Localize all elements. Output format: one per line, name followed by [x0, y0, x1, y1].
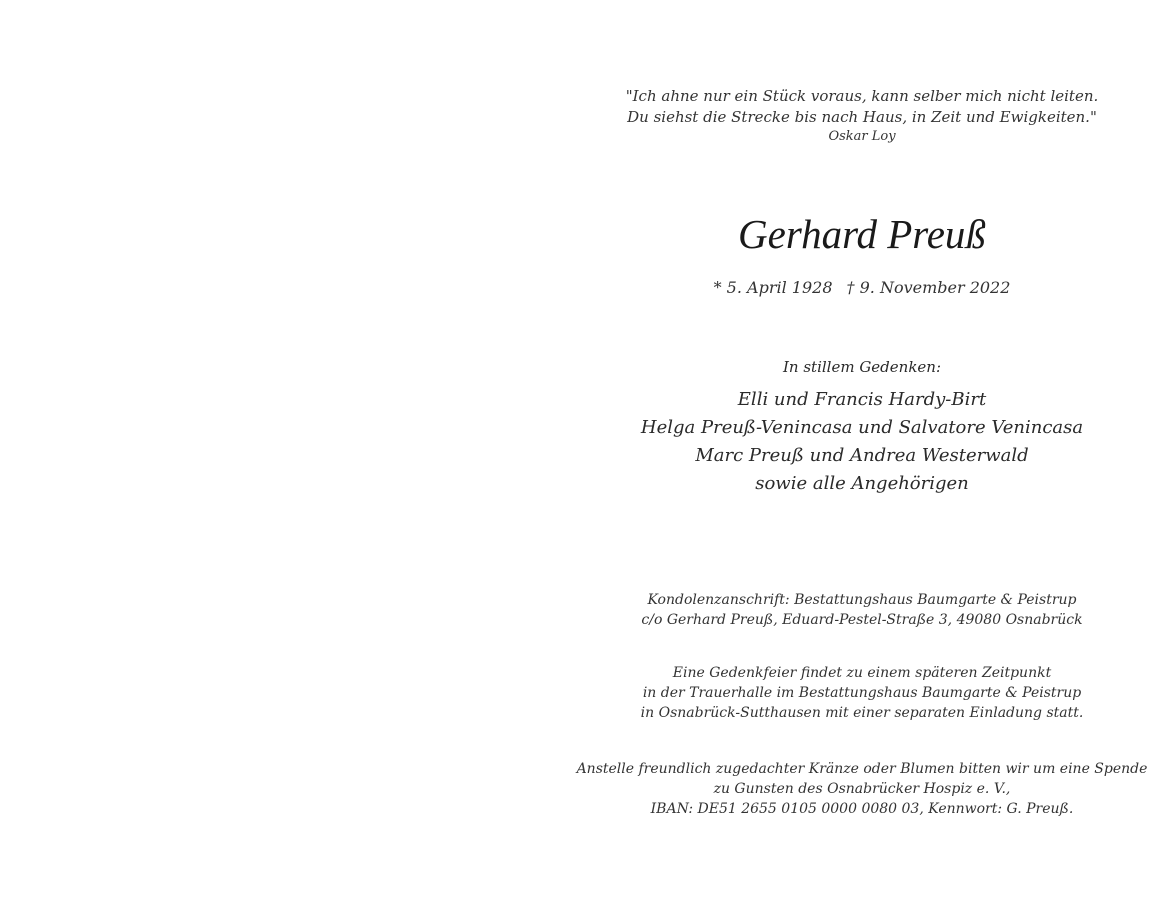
quote-author: Oskar Loy	[828, 129, 896, 144]
deceased-name: Gerhard Preuß	[738, 211, 986, 257]
mourner-line: Marc Preuß und Andrea Westerwald	[695, 445, 1029, 466]
condolence-address	[582, 590, 1142, 630]
ceremony-line: in Osnabrück-Sutthausen mit einer separaten Einladung statt.	[640, 705, 1084, 721]
mourner-line: Helga Preuß-Venincasa und Salvatore Venincasa	[640, 417, 1084, 438]
death-date: † 9. November 2022	[846, 278, 1011, 297]
mourner-line: sowie alle Angehörigen	[755, 473, 969, 494]
birth-date: * 5. April 1928	[713, 278, 833, 297]
donation-line: Anstelle freundlich zugedachter Kränze oder Blumen bitten wir um eine Spende	[576, 761, 1148, 777]
mourners-block	[582, 356, 1142, 498]
mourners-intro: In stillem Gedenken:	[782, 358, 942, 376]
donation-line: zu Gunsten des Osnabrücker Hospiz e. V.,	[713, 781, 1011, 797]
ceremony-line: in der Trauerhalle im Bestattungshaus Baumgarte & Peistrup	[642, 685, 1082, 701]
condolence-line: Kondolenzanschrift: Bestattungshaus Baumgarte & Peistrup	[647, 592, 1077, 608]
donation-line: IBAN: DE51 2655 0105 0000 0080 03, Kennwort: G. Preuß.	[650, 801, 1074, 817]
quote-block	[582, 86, 1142, 145]
quote-line: Du siehst die Strecke bis nach Haus, in Zeit und Ewigkeiten."	[627, 108, 1097, 126]
ceremony-notice	[582, 663, 1142, 723]
ceremony-line: Eine Gedenkfeier findet zu einem späteren Zeitpunkt	[672, 665, 1052, 681]
life-dates	[582, 277, 1142, 299]
condolence-line: c/o Gerhard Preuß, Eduard-Pestel-Straße 3, 49080 Osnabrück	[641, 612, 1083, 628]
donation-notice	[552, 759, 1150, 819]
quote-line: "Ich ahne nur ein Stück voraus, kann selber mich nicht leiten.	[625, 87, 1099, 105]
mourner-line: Elli und Francis Hardy-Birt	[737, 389, 987, 410]
